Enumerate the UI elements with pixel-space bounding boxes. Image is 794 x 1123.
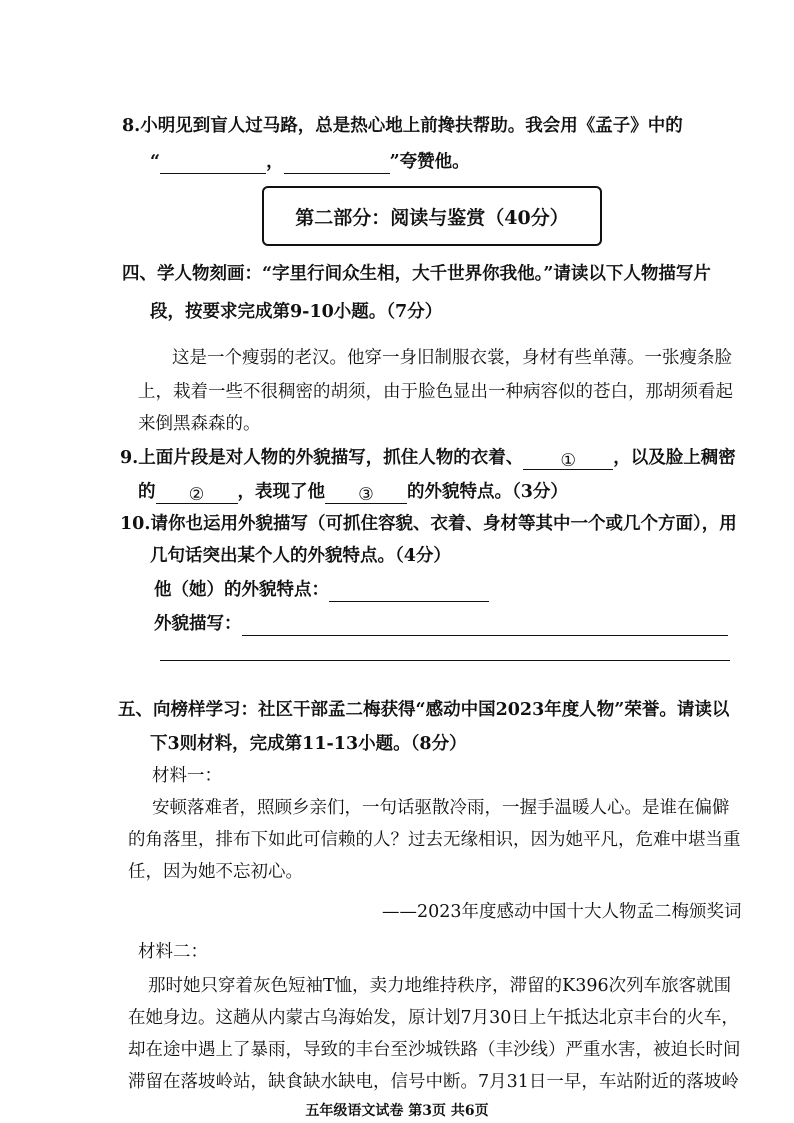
q10-desc-blank-2[interactable] (160, 660, 730, 661)
q9-blank-1[interactable] (523, 449, 613, 470)
q10-line1: 10.请你也运用外貌描写（可抓住容貌、衣着、身材等其中一个或几个方面），用 (120, 514, 737, 534)
q10-desc-blank-1[interactable] (242, 615, 728, 636)
material1-line2: 的角落里，排布下如此可信赖的人？过去无缘相识，因为她平凡，危难中堪当重 (128, 830, 741, 850)
part5-line2: 下3则材料，完成第11-13小题。（8分） (150, 734, 467, 754)
material2-line2: 在她身边。这趟从内蒙古乌海始发，原计划7月30日上午抵达北京丰台的火车， (128, 1008, 739, 1028)
material1-source: ——2023年度感动中国十大人物孟二梅颁奖词 (382, 902, 742, 922)
q8-line2 (150, 150, 470, 174)
passage-line1: 这是一个瘦弱的老汉。他穿一身旧制服衣裳，身材有些单薄。一张瘦条脸 (172, 348, 732, 368)
q9-mark-2: ② (188, 485, 205, 505)
q8-comma: ， (266, 152, 284, 172)
q8-close-text: ”夸赞他。 (389, 152, 470, 172)
section-title-box (262, 186, 602, 246)
q10-line2: 几句话突出某个人的外貌特点。（4分） (150, 546, 451, 566)
q10-feature-blank[interactable] (329, 581, 489, 602)
part4-line1: 四、学人物刻画：“字里行间众生相，大千世界你我他。”请读以下人物描写片 (122, 264, 711, 284)
q8-open-quote: “ (150, 152, 161, 172)
material2-line4: 滞留在落坡岭站，缺食缺水缺电，信号中断。7月31日一早，车站附近的落坡岭 (128, 1072, 739, 1092)
q9-text-a: 9.上面片段是对人物的外貌描写，抓住人物的衣着、 (120, 448, 524, 468)
q9-mark-3: ③ (358, 485, 374, 505)
q9-text-e: 的外貌特点。（3分） (407, 482, 568, 502)
q9-text-b: ，以及脸上稠密 (613, 448, 736, 468)
q8-line1: 8.小明见到盲人过马路，总是热心地上前搀扶帮助。我会用《孟子》中的 (122, 116, 683, 136)
q10-desc-row (154, 612, 728, 636)
q8-blank-2[interactable] (284, 153, 390, 174)
passage-line2: 上，栽着一些不很稠密的胡须，由于脸色显出一种病容似的苍白，那胡须看起 (138, 382, 733, 402)
q9-line2 (138, 480, 568, 504)
q9-blank-2[interactable] (156, 483, 238, 504)
q9-mark-1: ① (560, 451, 577, 471)
q10-desc-label: 外貌描写： (154, 614, 242, 634)
part5-line1: 五、向榜样学习：社区干部孟二梅获得“感动中国2023年度人物”荣誉。请读以 (118, 700, 730, 720)
material1-line3: 任，因为她不忘初心。 (128, 862, 303, 882)
q9-text-d: ，表现了他 (237, 482, 325, 502)
passage-line3: 来倒黑森森的。 (138, 414, 261, 434)
material2-line1: 那时她只穿着灰色短袖T恤，卖力地维持秩序，滞留的K396次列车旅客就围 (148, 976, 732, 996)
q10-feature-label: 他（她）的外貌特点： (154, 580, 329, 600)
q9-text-c: 的 (138, 482, 156, 502)
part4-line2: 段，按要求完成第9-10小题。（7分） (150, 302, 443, 322)
material1-line1: 安顿落难者，照顾乡亲们，一句话驱散冷雨，一握手温暖人心。是谁在偏僻 (152, 798, 730, 818)
section-title: 第二部分：阅读与鉴赏（40分） (295, 206, 569, 229)
page-footer: 五年级语文试卷 第3页 共6页 (305, 1103, 489, 1119)
material2-heading: 材料二： (138, 942, 208, 962)
q8-blank-1[interactable] (160, 153, 266, 174)
material1-heading: 材料一： (152, 766, 222, 786)
material2-line3: 却在途中遇上了暴雨，导致的丰台至沙城铁路（丰沙线）严重水害，被迫长时间 (128, 1040, 741, 1060)
q9-line1 (120, 446, 736, 470)
q9-blank-3[interactable] (325, 483, 407, 504)
q10-feature-row (154, 578, 489, 602)
